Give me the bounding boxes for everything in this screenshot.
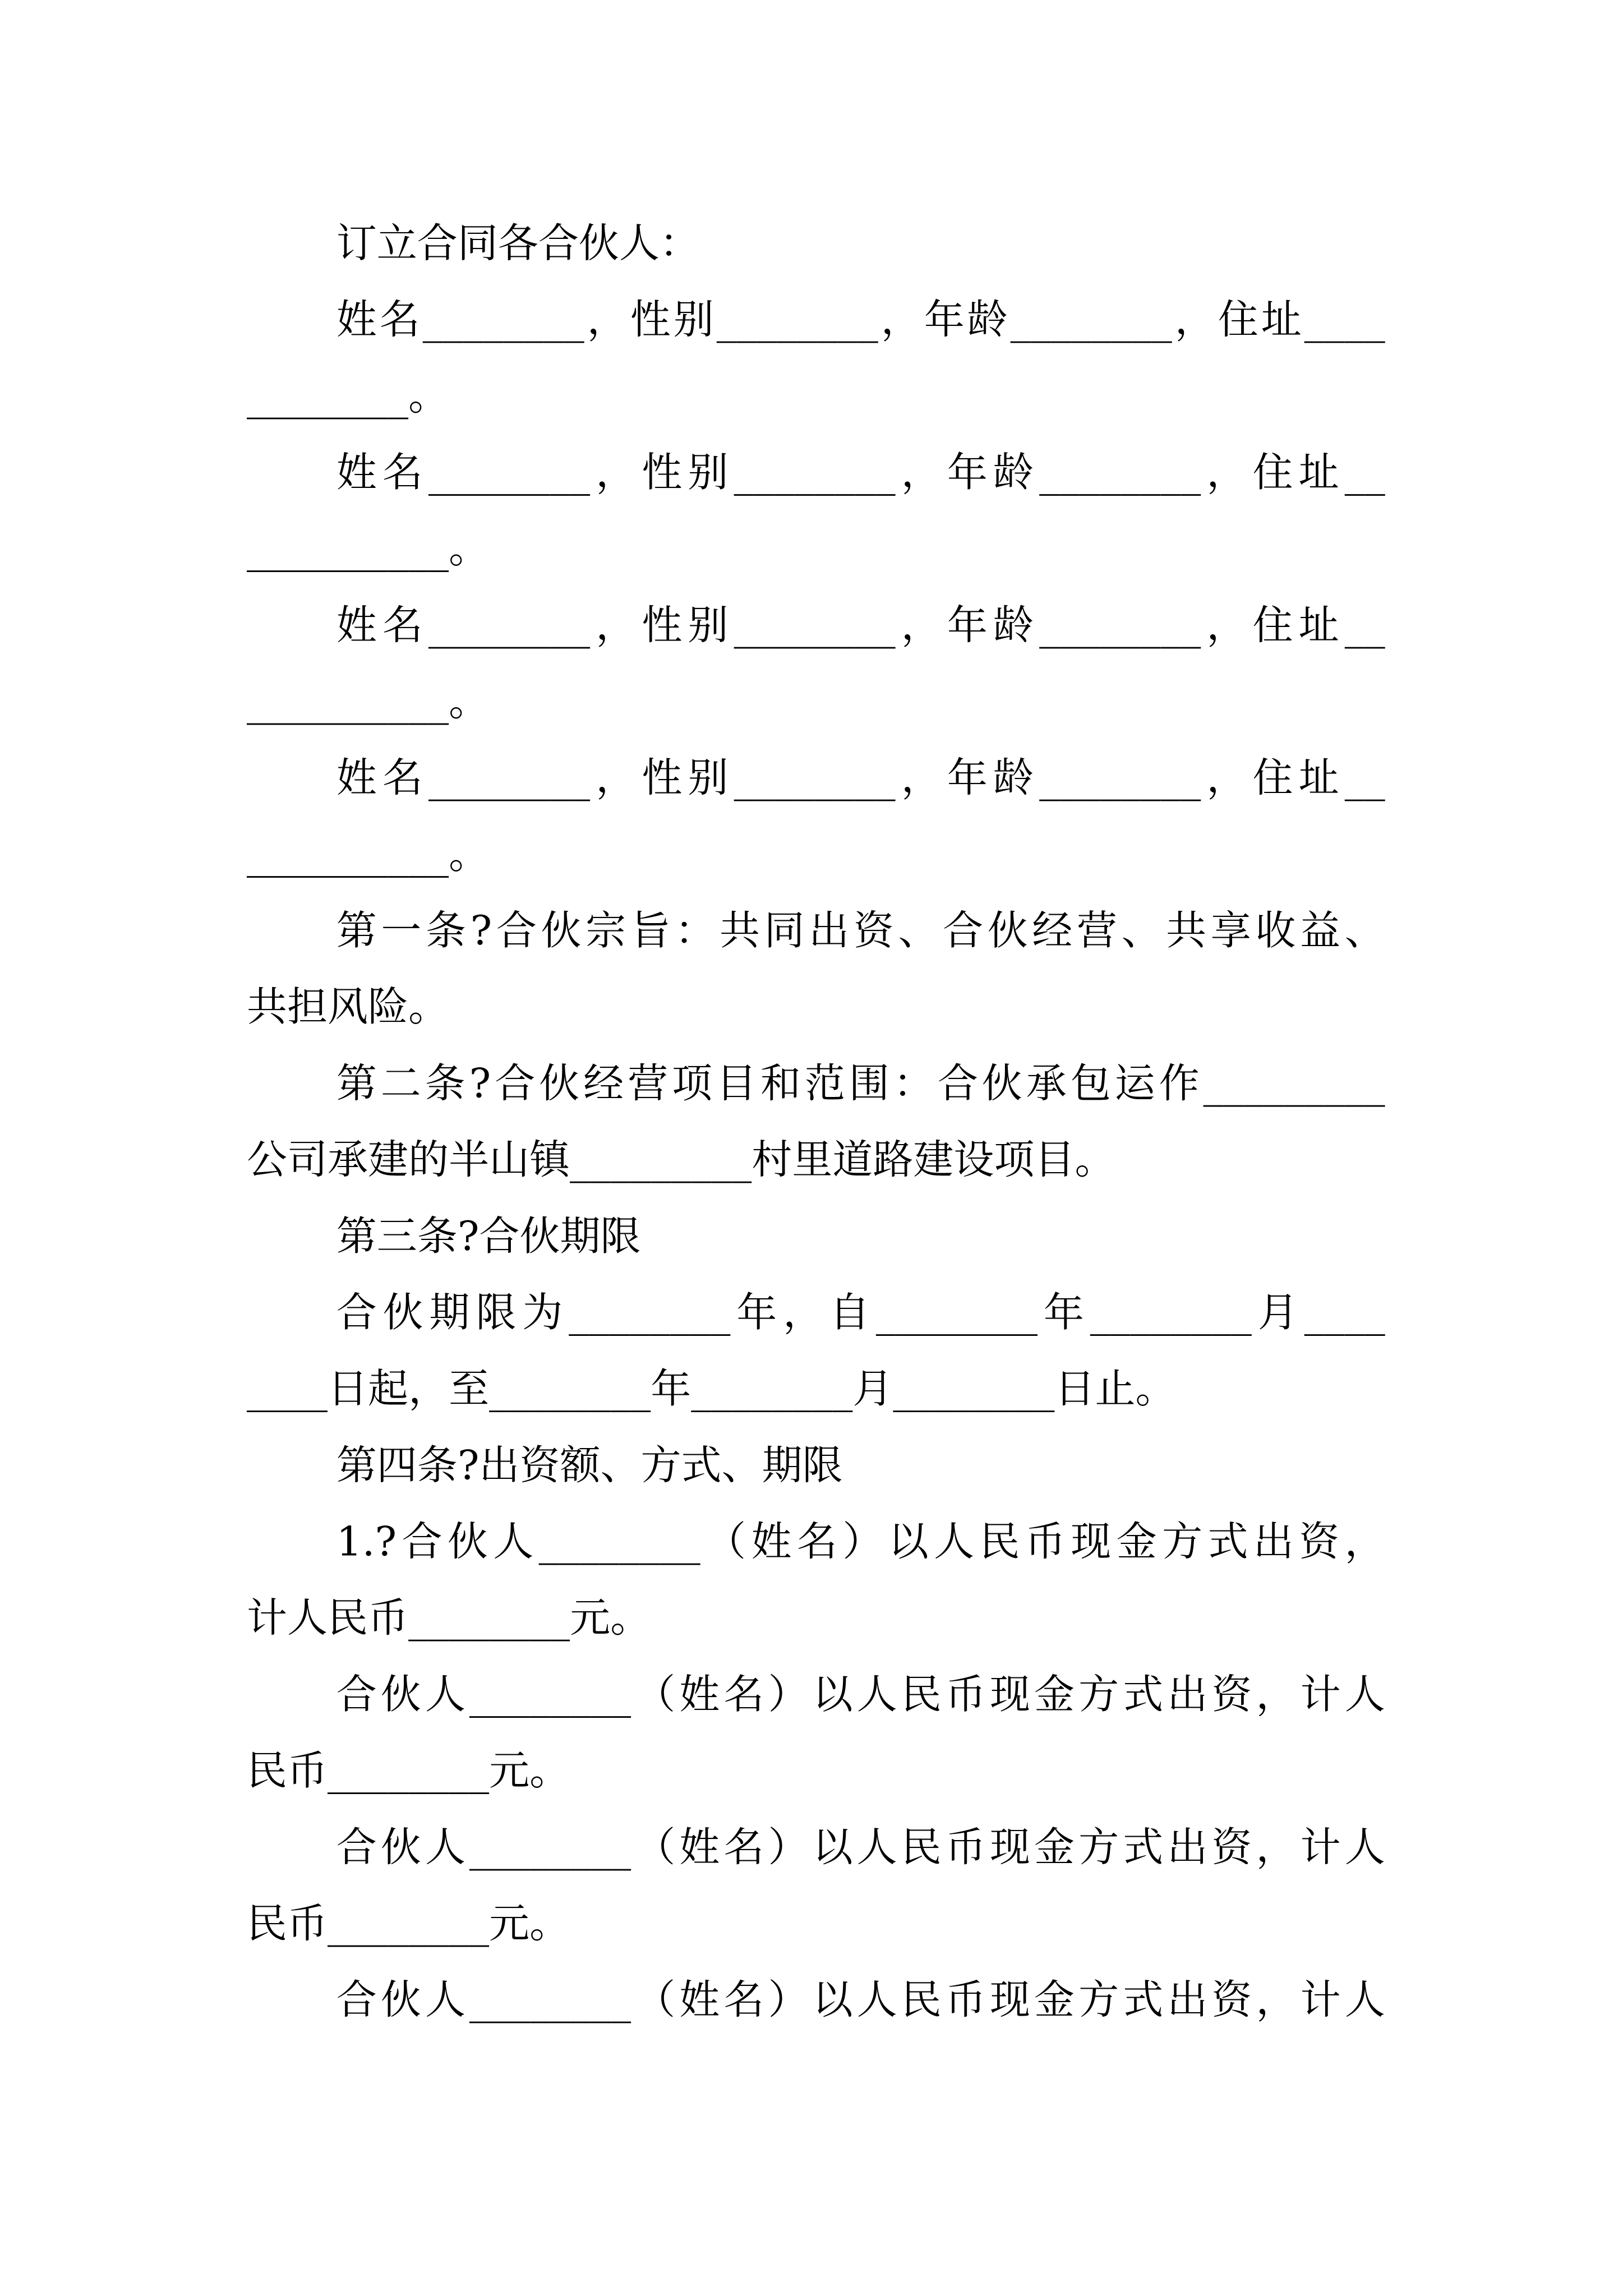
line-partner-4-1: 姓名________，性别________，年龄________，住址__ [336,755,1385,802]
line-article-3-2: ____日起，至________年________月________日止。 [246,1366,1176,1413]
line-article-4-item-1-1: 1.?合伙人________（姓名）以人民币现金方式出资， [336,1519,1385,1566]
line-article-2-1: 第二条?合伙经营项目和范围：合伙承包运作_________ [336,1060,1385,1108]
line-article-4-item-2-1: 合伙人________（姓名）以人民币现金方式出资，计人 [336,1671,1385,1719]
line-partner-3-1: 姓名________，性别________，年龄________，住址__ [336,602,1385,649]
line-partner-1-2: ________。 [246,373,449,421]
line-partner-2-2: __________。 [246,525,490,573]
line-article-1-2: 共担风险。 [246,984,449,1031]
line-article-4-item-2-2: 民币________元。 [246,1748,570,1795]
line-article-4-item-1-2: 计人民币________元。 [246,1595,651,1643]
line-article-3-1: 合伙期限为________年，自________年________月____ [336,1289,1385,1337]
line-article-4-item-4-1: 合伙人________（姓名）以人民币现金方式出资，计人 [336,1977,1385,2024]
line-article-1-1: 第一条?合伙宗旨：共同出资、合伙经营、共享收益、 [336,907,1385,955]
line-heading-partners: 订立合同各合伙人： [336,220,700,268]
line-article-3-title: 第三条?合伙期限 [336,1213,641,1261]
line-partner-4-2: __________。 [246,831,490,879]
line-partner-3-2: __________。 [246,678,490,726]
line-article-4-title: 第四条?出资额、方式、期限 [336,1442,843,1490]
line-partner-2-1: 姓名________，性别________，年龄________，住址__ [336,449,1385,497]
line-article-2-2: 公司承建的半山镇_________村里道路建设项目。 [246,1137,1115,1184]
line-article-4-item-3-1: 合伙人________（姓名）以人民币现金方式出资，计人 [336,1824,1385,1871]
line-partner-1-1: 姓名________，性别________，年龄________，住址____ [336,297,1385,344]
line-article-4-item-3-2: 民币________元。 [246,1900,570,1948]
